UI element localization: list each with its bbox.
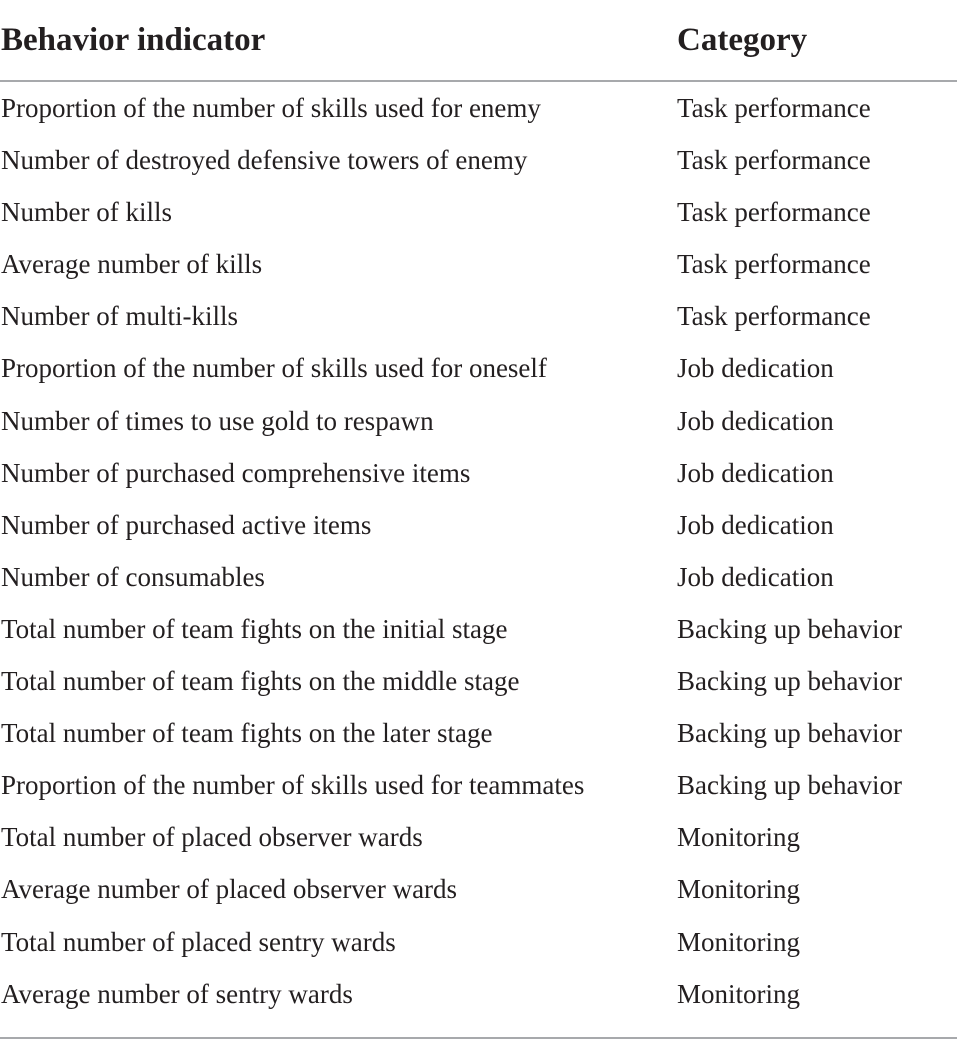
table-row	[0, 972, 957, 1024]
table-row	[0, 711, 957, 763]
category-cell: Monitoring	[677, 926, 801, 957]
category-cell: Job dedication	[677, 353, 834, 384]
table-bottom-rule	[0, 1037, 957, 1039]
table-row	[0, 86, 957, 138]
table-row	[0, 763, 957, 815]
behavior-indicator-cell: Number of destroyed defensive towers of enemy	[1, 145, 528, 176]
table-row	[0, 867, 957, 919]
category-cell: Monitoring	[677, 874, 801, 905]
header-category: Category	[677, 22, 808, 58]
behavior-indicator-cell: Total number of team fights on the later stage	[1, 718, 493, 749]
table-row	[0, 138, 957, 190]
category-cell: Job dedication	[677, 509, 834, 540]
table-row	[0, 294, 957, 346]
category-cell: Task performance	[677, 249, 871, 280]
category-cell: Backing up behavior	[677, 666, 902, 697]
behavior-indicator-cell: Average number of sentry wards	[1, 978, 353, 1009]
category-cell: Monitoring	[677, 822, 801, 853]
table-header	[0, 0, 957, 82]
table-row	[0, 190, 957, 242]
table-row	[0, 242, 957, 294]
category-cell: Backing up behavior	[677, 770, 902, 801]
behavior-indicator-cell: Total number of team fights on the initial stage	[1, 613, 508, 644]
behavior-indicator-cell: Average number of placed observer wards	[1, 874, 458, 905]
behavior-indicator-cell: Number of times to use gold to respawn	[1, 405, 434, 436]
category-cell: Job dedication	[677, 457, 834, 488]
category-cell: Task performance	[677, 301, 871, 332]
category-cell: Task performance	[677, 197, 871, 228]
category-cell: Backing up behavior	[677, 613, 902, 644]
category-cell: Monitoring	[677, 978, 801, 1009]
table-row	[0, 451, 957, 503]
table-row	[0, 815, 957, 867]
table-body	[0, 82, 957, 1024]
header-behavior-indicator: Behavior indicator	[1, 22, 266, 58]
table-row	[0, 555, 957, 607]
category-cell: Job dedication	[677, 405, 834, 436]
behavior-indicator-cell: Average number of kills	[1, 249, 263, 280]
table-row	[0, 607, 957, 659]
category-cell: Backing up behavior	[677, 718, 902, 749]
behavior-indicator-cell: Number of purchased comprehensive items	[1, 457, 471, 488]
table-row	[0, 659, 957, 711]
behavior-indicator-cell: Total number of team fights on the middle stage	[1, 666, 520, 697]
table-row	[0, 399, 957, 451]
behavior-indicator-cell: Proportion of the number of skills used for oneself	[1, 353, 547, 384]
behavior-indicator-cell: Number of kills	[1, 197, 172, 228]
table-row	[0, 346, 957, 398]
category-cell: Task performance	[677, 93, 871, 123]
behavior-indicator-cell: Number of purchased active items	[1, 509, 372, 540]
behavior-indicator-cell: Proportion of the number of skills used for enemy	[1, 93, 541, 123]
category-cell: Task performance	[677, 145, 871, 176]
behavior-indicator-cell: Number of multi-kills	[1, 301, 238, 332]
table-row	[0, 503, 957, 555]
behavior-indicator-cell: Proportion of the number of skills used for teammates	[1, 770, 585, 801]
category-cell: Job dedication	[677, 561, 834, 592]
behavior-indicator-cell: Total number of placed sentry wards	[1, 926, 396, 957]
behavior-indicator-cell: Number of consumables	[1, 561, 265, 592]
behavior-indicator-cell: Total number of placed observer wards	[1, 822, 423, 853]
table-row	[0, 920, 957, 972]
